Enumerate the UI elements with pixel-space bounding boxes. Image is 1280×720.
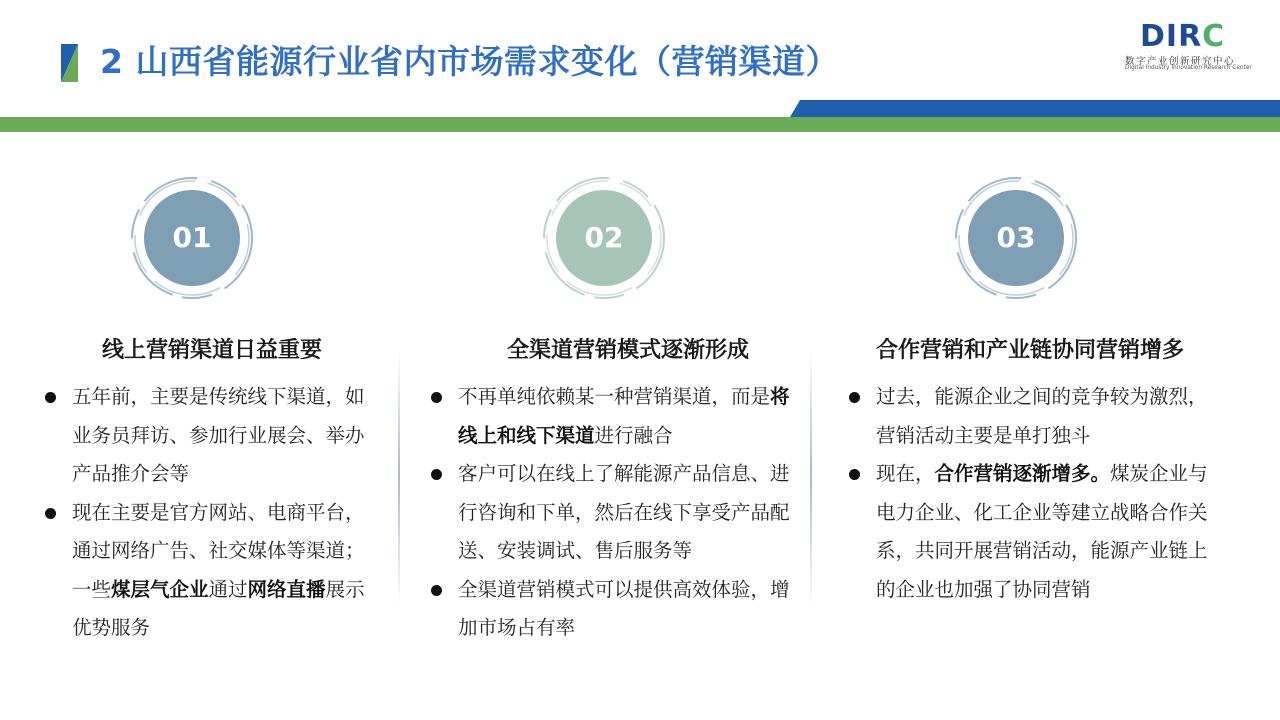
bullet-list-3 [844,378,1224,609]
bullet-text: 全渠道营销模式可以提供高效体验，增加市场占有率 [458,577,790,639]
bullet-emphasis: 合作营销逐渐增多。 [934,462,1111,485]
bullet-item [426,455,806,571]
number-badge-03 [954,176,1078,300]
bullet-dot-icon [849,392,860,403]
bullet-text: 展示优势服务 [72,577,365,639]
dirc-logo [1118,19,1252,72]
column-title-2: 全渠道营销模式逐渐形成 [506,338,749,363]
page-title: 2 山西省能源行业省内市场需求变化（营销渠道） [100,42,839,81]
bullet-dot-icon [431,469,442,480]
bullet-text: 通过 [208,577,248,601]
bullet-text: 现在， [876,462,935,485]
badge-number: 02 [584,221,624,254]
bullet-text: 煤炭企业与电力企业、化工企业等建立战略合作关系，共同开展营销活动，能源产业链上的企业也加强了协同营销 [876,462,1208,601]
bullet-text: 进行融合 [594,423,673,447]
column-divider [810,348,812,608]
bullet-dot-icon [849,469,860,480]
bullet-text: 现在主要是官方网站、电商平台，通过网络广告、社交媒体等渠道；一些 [72,500,365,601]
bullet-emphasis: 网络直播 [247,577,326,601]
bullet-dot-icon [45,392,56,403]
number-badge-01 [130,176,254,300]
title-accent-mark [61,44,78,82]
column-divider [398,348,400,608]
bullet-dot-icon [45,508,56,519]
bullet-dot-icon [431,392,442,403]
logo-chinese-name: 数字产业创新研究中心 [1125,56,1236,67]
bullet-item [844,455,1224,609]
bullet-emphasis: 将线上和线下渠道 [458,385,790,447]
bullet-emphasis: 煤层气企业 [111,577,209,601]
number-badge-02 [542,176,666,300]
bullet-item [40,378,378,494]
badge-number: 03 [996,221,1036,254]
column-title-3: 合作营销和产业链协同营销增多 [875,338,1184,363]
logo-wordmark: DIRC [1140,19,1226,54]
bullet-list-2 [426,378,806,648]
header-green-bar [0,117,1280,132]
bullet-dot-icon [431,585,442,596]
header-blue-bar [790,100,1280,117]
bullet-item [426,378,806,455]
bullet-list-1 [40,378,378,648]
bullet-item [426,571,806,648]
bullet-item [844,378,1224,455]
bullet-text: 过去，能源企业之间的竞争较为激烈，营销活动主要是单打独斗 [876,385,1208,447]
bullet-item [40,494,378,648]
logo-english-name: Digital Industry Innovation Research Center [1125,65,1252,71]
bullet-text: 五年前，主要是传统线下渠道，如业务员拜访、参加行业展会、举办产品推介会等 [72,385,365,485]
bullet-text: 客户可以在线上了解能源产品信息、进行咨询和下单，然后在线下享受产品配送、安装调试、售后服务等 [458,462,790,562]
column-title-1: 线上营销渠道日益重要 [101,338,322,363]
badge-number: 01 [172,221,212,254]
bullet-text: 不再单纯依赖某一种营销渠道，而是 [458,385,771,408]
